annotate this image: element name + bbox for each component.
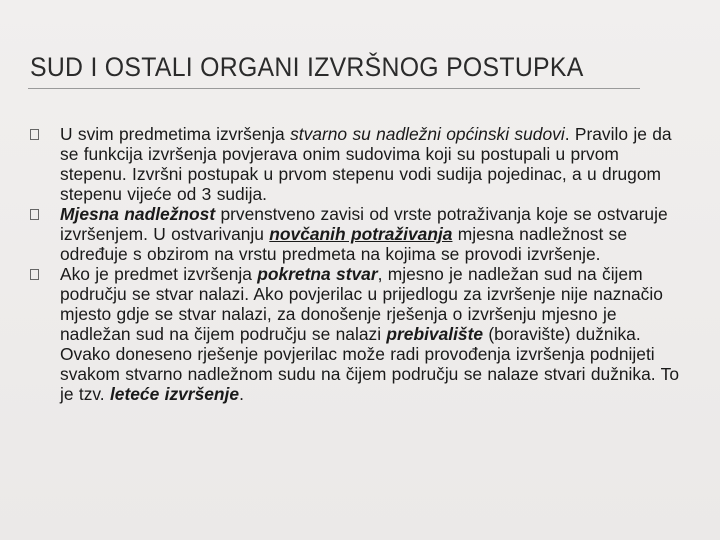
empty-square-icon xyxy=(30,209,39,220)
text-segment: mjesna nadležnost se određuje s obzirom na vrstu predmeta na kojima se provodi izvršenje. xyxy=(60,224,627,264)
bullet-item xyxy=(30,264,690,404)
text-segment: . Pravilo je da se funkcija izvršenja povjerava onim sudovima koji su postupali u prvom stepenu. Izvršni postupak u prvom stepenu vodi sudija pojedinac, a u drugom stepenu vijeće od 3 sudija. xyxy=(60,124,672,204)
text-segment: Ako je predmet izvršenja xyxy=(60,264,258,284)
bullet-text xyxy=(60,264,679,404)
text-segment: , mjesno je nadležan sud na čijem području se stvar nalazi. Ako povjerilac u prijedlogu za izvršenje nije naznačio mjesto gdje se stvar nalazi, za donošenje rješenja o izvršenju mjesno je nadležan sud na čijem području se nalazi xyxy=(60,264,663,344)
slide-title: SUD I OSTALI ORGANI IZVRŠNOG POSTUPKA xyxy=(30,52,584,82)
emphasis-text: Mjesna nadležnost xyxy=(60,204,216,224)
emphasis-text: novčanih potraživanja xyxy=(269,224,453,244)
bullet-item xyxy=(30,204,690,264)
emphasis-text: leteće izvršenje xyxy=(109,384,240,404)
emphasis-text: pokretna stvar xyxy=(257,264,378,284)
title-divider xyxy=(28,88,640,89)
empty-square-icon xyxy=(30,269,39,280)
text-segment: (boravište) dužnika. Ovako doneseno rješenje povjerilac može radi provođenja izvršenja podnijeti svakom stvarno nadležnom sudu na čijem području se nalaze stvari dužnika. To je tzv. xyxy=(60,324,680,404)
bullet-text xyxy=(60,124,672,204)
bullet-item xyxy=(30,124,690,204)
text-segment: . xyxy=(239,384,244,404)
bullet-text xyxy=(60,204,668,264)
text-segment: U svim predmetima izvršenja xyxy=(60,124,291,144)
emphasis-text: prebivalište xyxy=(386,324,484,344)
bullet-list xyxy=(30,124,690,404)
text-segment: prvenstveno zavisi od vrste potraživanja koje se ostvaruje izvršenjem. U ostvarivanju xyxy=(60,204,668,244)
empty-square-icon xyxy=(30,129,39,140)
emphasis-text: stvarno su nadležni općinski sudovi xyxy=(290,124,565,144)
